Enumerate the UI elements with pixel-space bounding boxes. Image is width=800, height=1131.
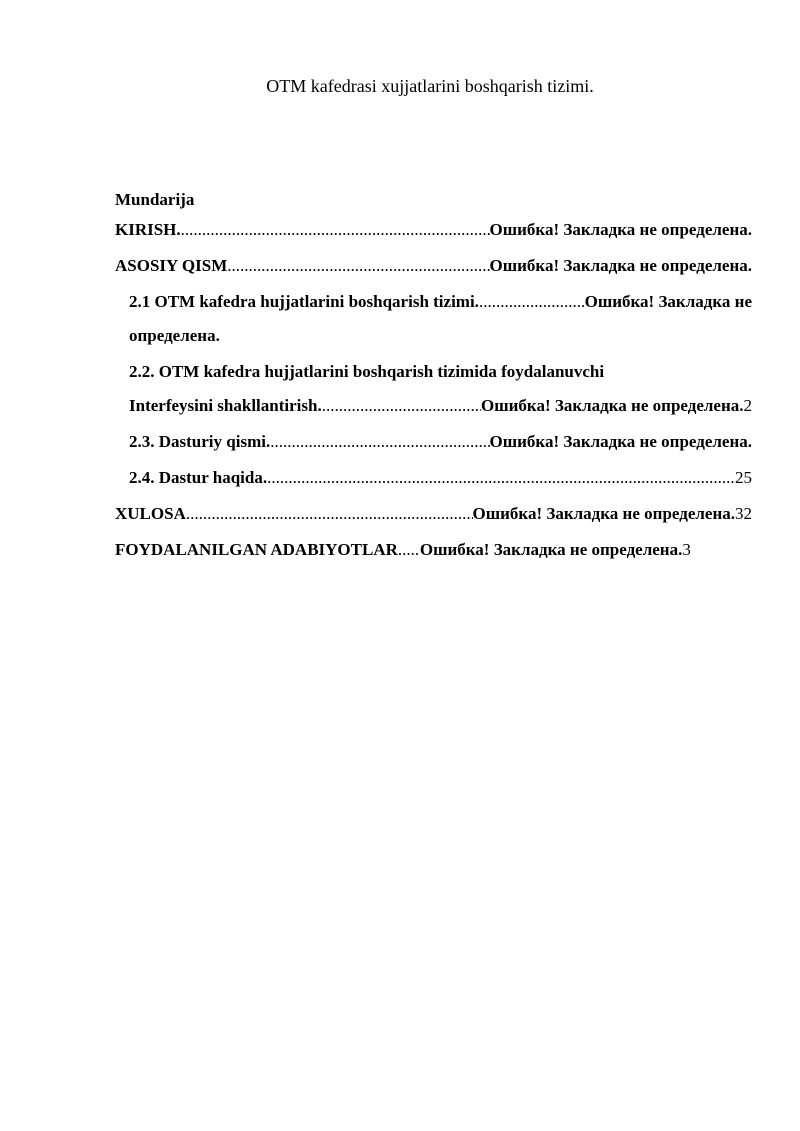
toc-entry-2-2[interactable] (115, 360, 752, 418)
toc-entry-error: Ошибка! Закладка не определена. (489, 220, 752, 239)
toc-entry-page: 25 (735, 468, 752, 487)
toc-entry-foydalanilgan-adabiyotlar[interactable] (115, 538, 752, 562)
toc-entry-label: ASOSIY QISM (115, 256, 228, 275)
toc-entry-kirish[interactable] (115, 218, 752, 242)
toc-entry-error-continued: определена. (129, 326, 220, 345)
toc-entry-xulosa[interactable] (115, 502, 752, 526)
table-of-contents (115, 188, 752, 574)
toc-leader-dots (186, 502, 473, 526)
toc-entry-2-4[interactable] (115, 466, 752, 490)
toc-entry-error: Ошибка! Закладка не определена. (419, 540, 683, 559)
toc-entry-error: Ошибка! Закладка не определена. (489, 256, 752, 275)
toc-entry-label-line1: 2.2. OTM kafedra hujjatlarini boshqarish tizimida foydalanuvchi (129, 362, 605, 381)
toc-entry-error: Ошибка! Закладка не (584, 292, 752, 311)
toc-leader-dots (398, 538, 420, 562)
toc-entry-2-3[interactable] (115, 430, 752, 454)
toc-entry-label: 2.4. Dastur haqida. (129, 468, 268, 487)
toc-entry-page: 3 (682, 540, 691, 559)
toc-entry-label: FOYDALANILGAN ADABIYOTLAR (115, 540, 398, 559)
toc-entry-label: Interfeysini shakllantirish. (129, 396, 322, 415)
toc-leader-dots (479, 290, 585, 314)
page-title: OTM kafedrasi xujjatlarini boshqarish tizimi. (266, 76, 594, 96)
toc-entry-label: 2.1 OTM kafedra hujjatlarini boshqarish tizimi. (129, 292, 479, 311)
toc-leader-dots (227, 254, 489, 278)
toc-entry-asosiy-qism[interactable] (115, 254, 752, 278)
toc-entry-error: Ошибка! Закладка не определена. (481, 396, 744, 415)
toc-entry-error: Ошибка! Закладка не определена. (472, 504, 735, 523)
toc-entry-2-1[interactable] (115, 290, 752, 348)
toc-entry-label: XULOSA (115, 504, 186, 523)
toc-entry-page: 32 (735, 504, 752, 523)
toc-leader-dots (267, 466, 735, 490)
toc-entry-label: KIRISH. (115, 220, 181, 239)
toc-entry-label: 2.3. Dasturiy qismi. (129, 432, 271, 451)
toc-entry-page: 2 (743, 396, 752, 415)
toc-leader-dots (322, 394, 481, 418)
toc-heading: Mundarija (115, 190, 195, 209)
toc-leader-dots (181, 218, 490, 242)
toc-entry-error: Ошибка! Закладка не определена. (489, 432, 752, 451)
toc-leader-dots (270, 430, 489, 454)
